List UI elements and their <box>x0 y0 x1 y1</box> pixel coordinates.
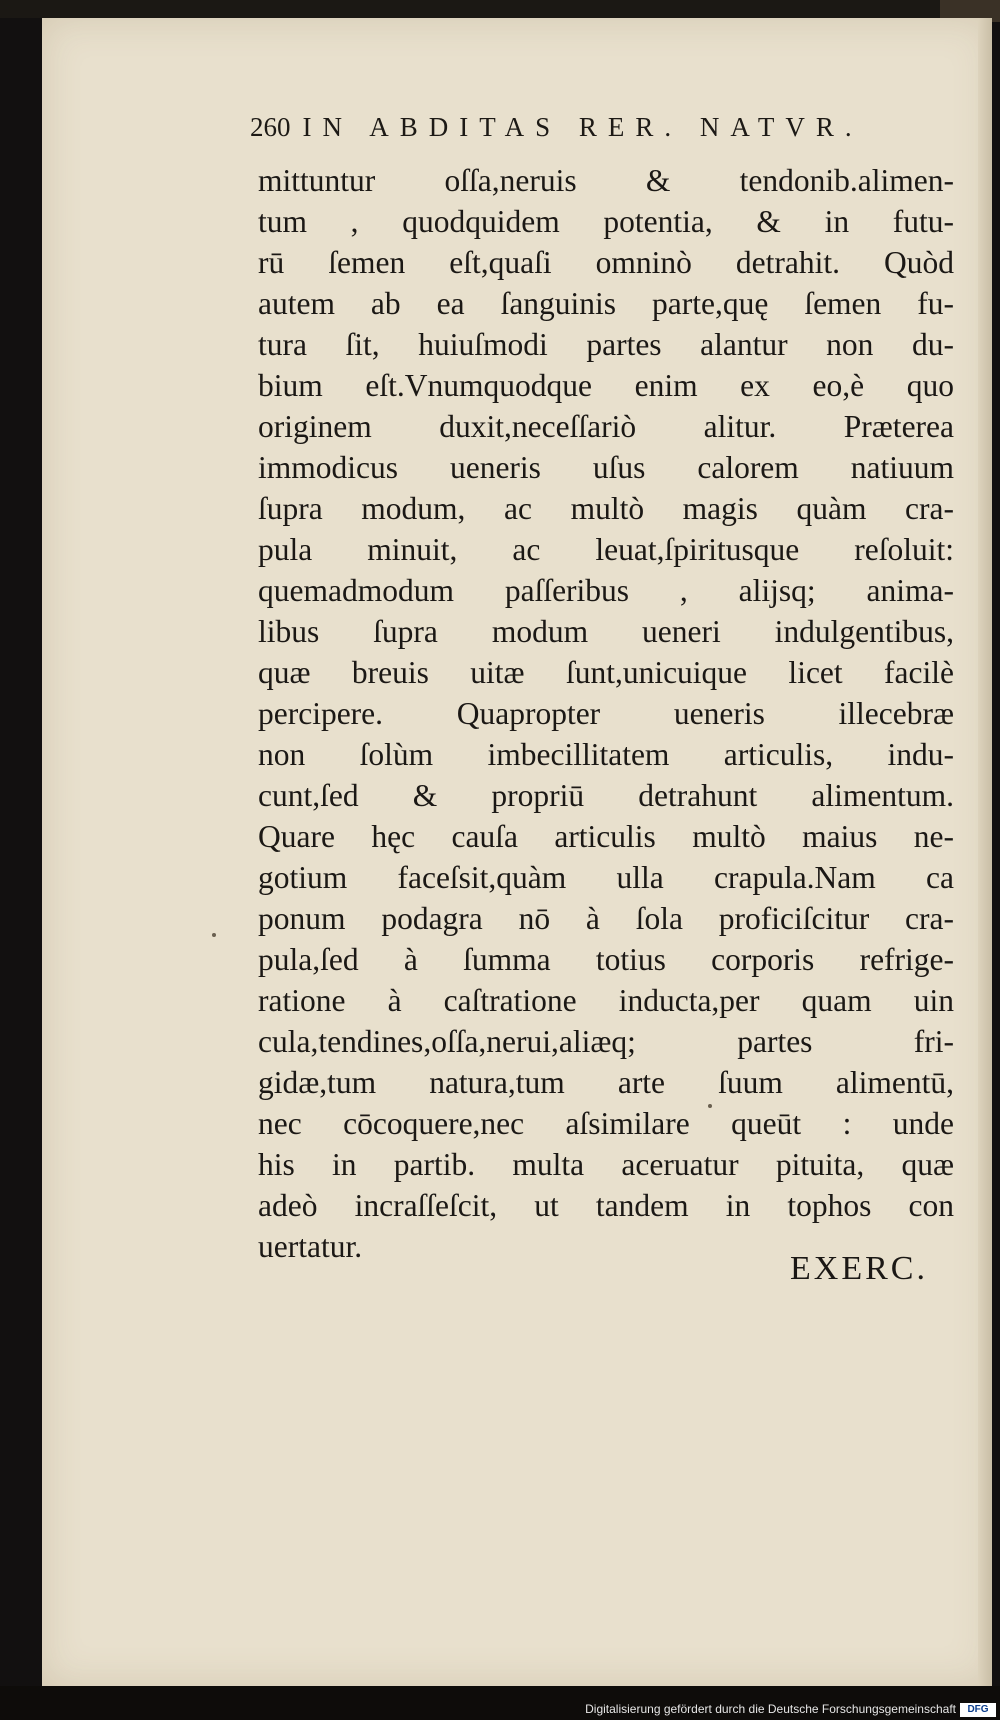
text-line: cunt,ſed & propriū detrahunt alimentum. <box>258 778 954 813</box>
page-edge <box>978 18 992 1686</box>
dfg-logo-icon: DFG <box>960 1703 996 1717</box>
running-head <box>250 112 930 143</box>
text-line: adeò incraſſeſcit, ut tandem in tophos con <box>258 1188 954 1223</box>
text-line: his in partib. multa aceruatur pituita, quæ <box>258 1147 954 1182</box>
text-line: rū ſemen eſt,quaſi omninò detrahit. Quòd <box>258 245 954 280</box>
body-text <box>258 160 954 1267</box>
catchword: EXERC. <box>790 1250 928 1287</box>
text-line: uertatur. <box>258 1229 363 1264</box>
text-line: pula minuit, ac leuat,ſpiritusque reſoluit: <box>258 532 954 567</box>
text-line: tum , quodquidem potentia, & in futu- <box>258 204 954 239</box>
text-line: autem ab ea ſanguinis parte,quę ſemen fu- <box>258 286 954 321</box>
scan-bottom-border <box>0 1686 1000 1720</box>
text-line: nec cōcoquere,nec aſsimilare queūt : unde <box>258 1106 954 1141</box>
text-line: quæ breuis uitæ ſunt,unicuique licet facilè <box>258 655 954 690</box>
text-line: ponum podagra nō à ſola proficiſcitur cra- <box>258 901 954 936</box>
text-line: non ſolùm imbecillitatem articulis, indu- <box>258 737 954 772</box>
running-head-title: IN ABDITAS RER. NATVR. <box>302 112 863 142</box>
text-line: gidæ,tum natura,tum arte ſuum alimentū, <box>258 1065 954 1100</box>
text-line: originem duxit,neceſſariò alitur. Præterea <box>258 409 954 444</box>
text-line: Quare hęc cauſa articulis multò maius ne- <box>258 819 954 854</box>
text-line: libus ſupra modum ueneri indulgentibus, <box>258 614 954 649</box>
text-line: quemadmodum paſſeribus , alijsq; anima- <box>258 573 954 608</box>
text-line: bium eſt.Vnumquodque enim ex eo,è quo <box>258 368 954 403</box>
text-line: immodicus ueneris uſus calorem natiuum <box>258 450 954 485</box>
text-line: percipere. Quapropter ueneris illecebræ <box>258 696 954 731</box>
text-line: gotium faceſsit,quàm ulla crapula.Nam ca <box>258 860 954 895</box>
text-line: ſupra modum, ac multò magis quàm cra- <box>258 491 954 526</box>
page-number: 260 <box>250 112 291 142</box>
text-line: pula,ſed à ſumma totius corporis refrige- <box>258 942 954 977</box>
digitization-credit: Digitalisierung gefördert durch die Deutsche Forschungsgemeinschaft <box>585 1702 956 1716</box>
text-line: tura ſit, huiuſmodi partes alantur non du- <box>258 327 954 362</box>
scan-top-border <box>0 0 1000 18</box>
text-line: cula,tendines,oſſa,nerui,aliæq; partes fri- <box>258 1024 954 1059</box>
text-line: ratione à caſtratione inducta,per quam uin <box>258 983 954 1018</box>
paper-speck <box>212 933 216 937</box>
text-line: mittuntur oſſa,neruis & tendonib.alimen- <box>258 163 954 198</box>
